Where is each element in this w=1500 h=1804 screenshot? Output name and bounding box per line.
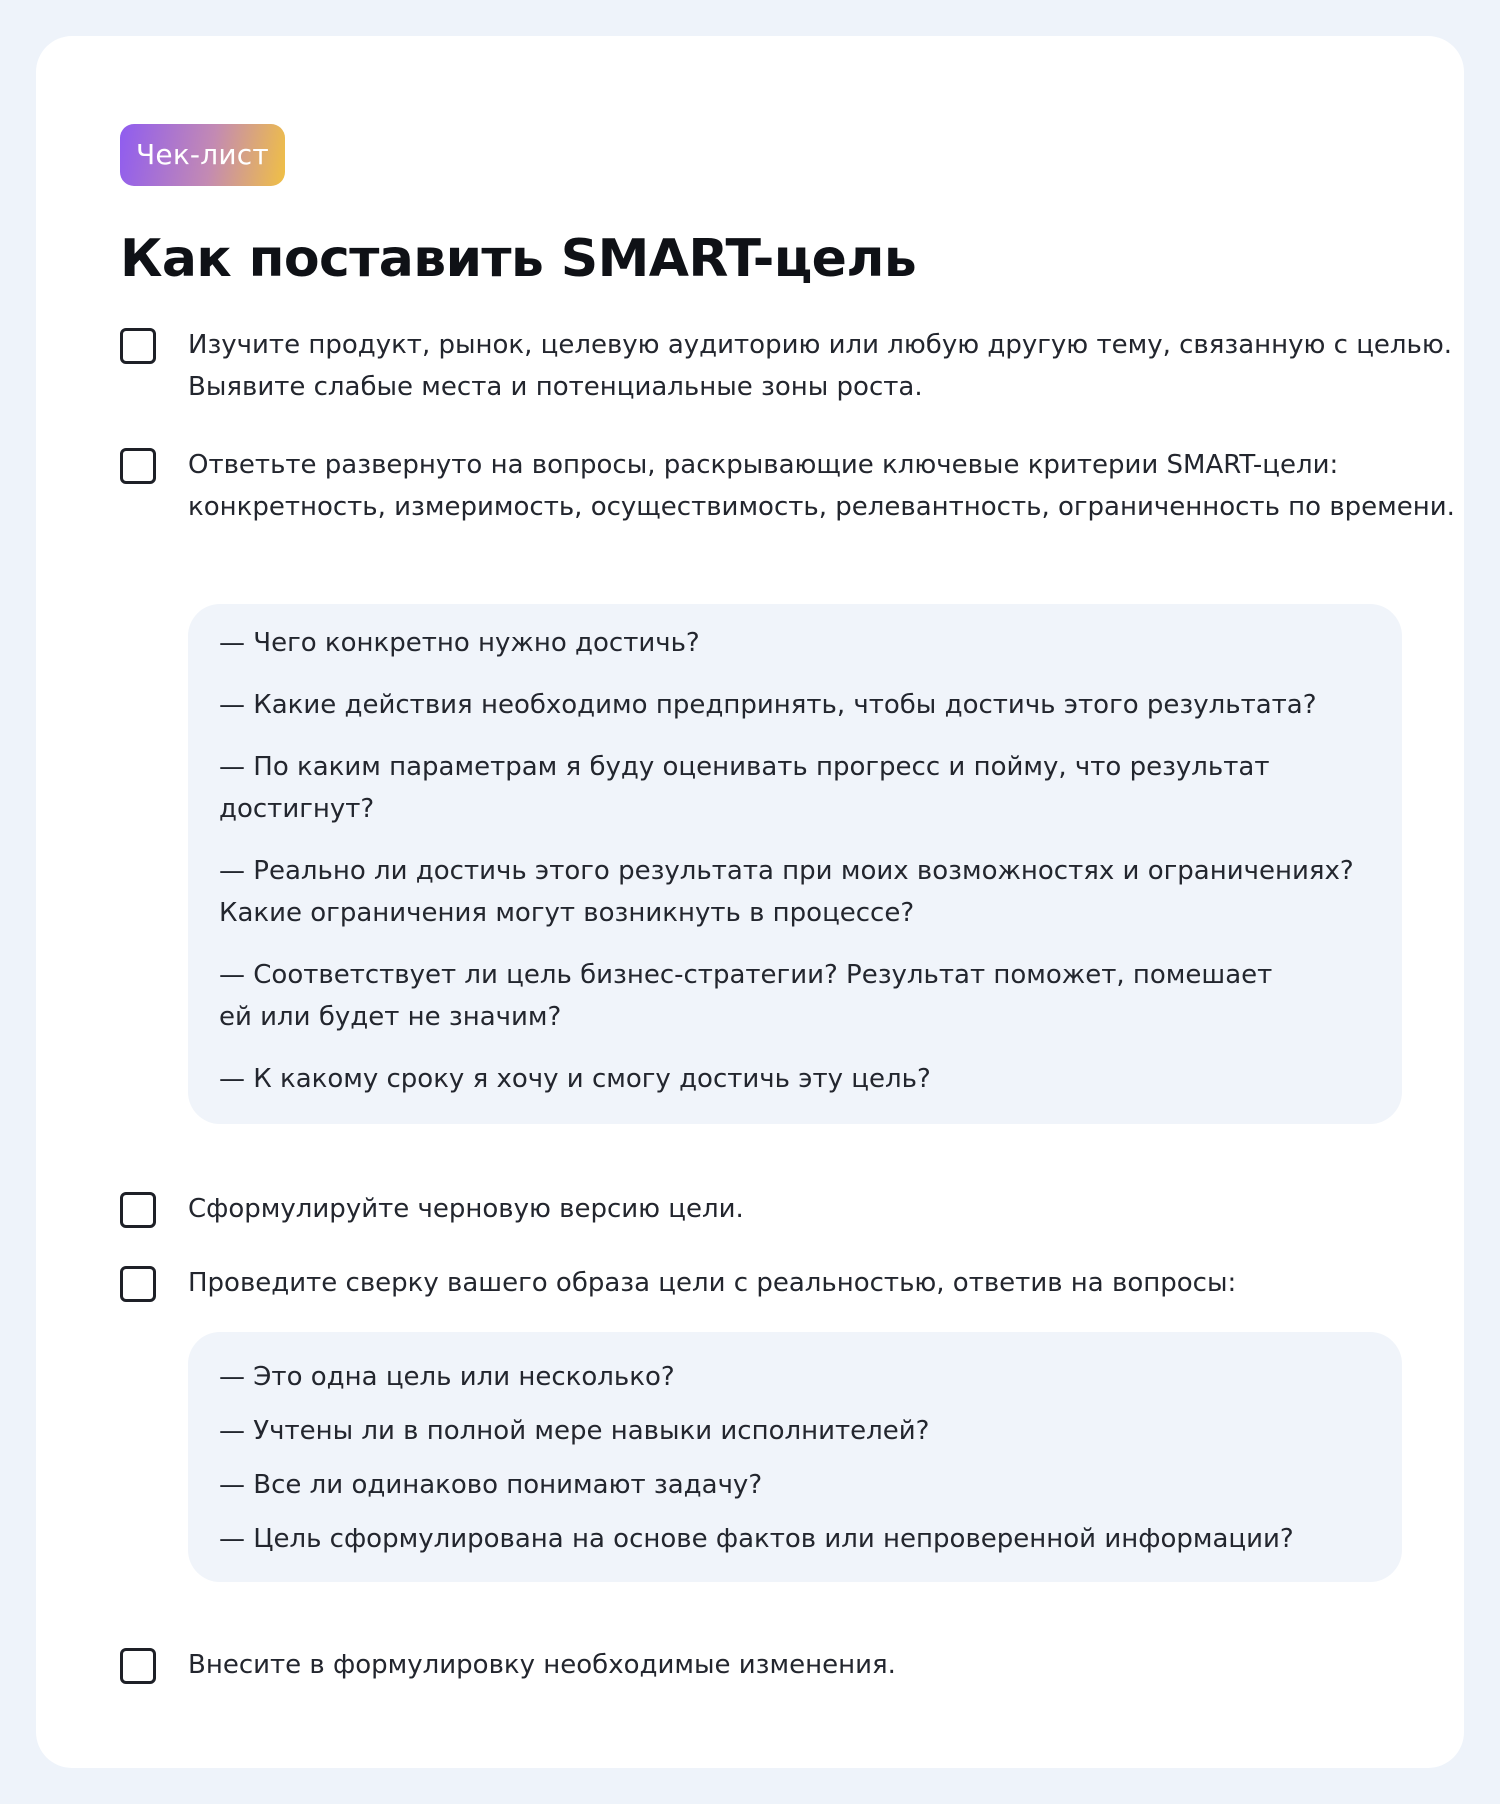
question-line: — По каким параметрам я буду оценивать прогресс и пойму, что результат bbox=[219, 752, 1270, 782]
item-text-line: Внесите в формулировку необходимые изменения. bbox=[188, 1650, 896, 1680]
checkbox-item-3[interactable] bbox=[120, 1192, 156, 1228]
question-item bbox=[219, 1356, 675, 1398]
checklist-badge: Чек-лист bbox=[120, 124, 285, 186]
question-item bbox=[219, 1410, 929, 1452]
question-line: — К какому сроку я хочу и смогу достичь эту цель? bbox=[219, 1064, 931, 1094]
checklist-item-1-text bbox=[188, 324, 1453, 408]
question-line: — Цель сформулирована на основе фактов или непроверенной информации? bbox=[219, 1524, 1294, 1554]
checklist-item-3-text bbox=[188, 1188, 1428, 1230]
question-item bbox=[219, 850, 1354, 934]
checklist-item-2-text bbox=[188, 444, 1455, 528]
item-text-line: Выявите слабые места и потенциальные зоны роста. bbox=[188, 372, 923, 402]
question-line: — Учтены ли в полной мере навыки исполнителей? bbox=[219, 1416, 930, 1446]
checklist-item-5-text bbox=[188, 1644, 1428, 1686]
question-line: — Это одна цель или несколько? bbox=[219, 1362, 675, 1392]
item-text-line: Изучите продукт, рынок, целевую аудиторию или любую другую тему, связанную с целью. bbox=[188, 330, 1453, 360]
question-item bbox=[219, 954, 1272, 1038]
questions-box-1 bbox=[188, 604, 1402, 1124]
checkbox-item-1[interactable] bbox=[120, 328, 156, 364]
question-item bbox=[219, 746, 1269, 830]
checkbox-item-5[interactable] bbox=[120, 1648, 156, 1684]
question-line: достигнут? bbox=[219, 794, 375, 824]
question-item bbox=[219, 1464, 762, 1506]
item-text-line: Проведите сверку вашего образа цели с реальностью, ответив на вопросы: bbox=[188, 1268, 1237, 1298]
checkbox-item-2[interactable] bbox=[120, 448, 156, 484]
question-line: ей или будет не значим? bbox=[219, 1002, 562, 1032]
question-line: Какие ограничения могут возникнуть в процессе? bbox=[219, 898, 915, 928]
question-item bbox=[219, 622, 700, 664]
item-text-line: конкретность, измеримость, осуществимость, релевантность, ограниченность по времени. bbox=[188, 492, 1455, 522]
page-title: Как поставить SMART-цель bbox=[120, 229, 917, 289]
checklist-item-4-text bbox=[188, 1262, 1428, 1304]
question-line: — Соответствует ли цель бизнес-стратегии? Результат поможет, помешает bbox=[219, 960, 1273, 990]
questions-box-2 bbox=[188, 1332, 1402, 1582]
item-text-line: Ответьте развернуто на вопросы, раскрывающие ключевые критерии SMART-цели: bbox=[188, 450, 1339, 480]
checklist-card bbox=[36, 36, 1464, 1768]
question-line: — Чего конкретно нужно достичь? bbox=[219, 628, 700, 658]
checkbox-item-4[interactable] bbox=[120, 1266, 156, 1302]
item-text-line: Сформулируйте черновую версию цели. bbox=[188, 1194, 744, 1224]
question-line: — Все ли одинаково понимают задачу? bbox=[219, 1470, 763, 1500]
question-item bbox=[219, 684, 1317, 726]
question-item bbox=[219, 1518, 1294, 1560]
question-line: — Какие действия необходимо предпринять, чтобы достичь этого результата? bbox=[219, 690, 1317, 720]
question-line: — Реально ли достичь этого результата при моих возможностях и ограничениях? bbox=[219, 856, 1354, 886]
question-item bbox=[219, 1058, 931, 1100]
